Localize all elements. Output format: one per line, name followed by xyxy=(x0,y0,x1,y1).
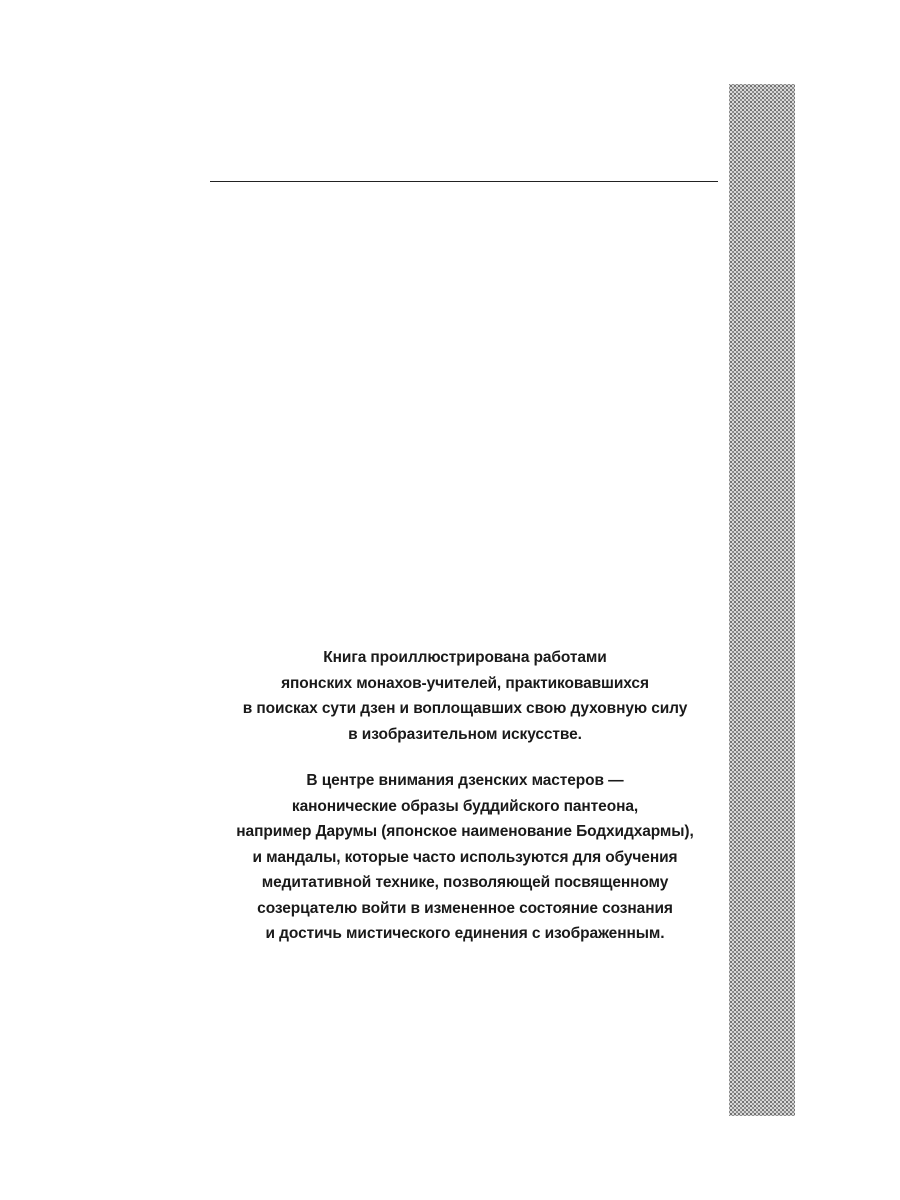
top-horizontal-rule xyxy=(210,181,718,182)
paragraph-line: японских монахов-учителей, практиковавшихся xyxy=(281,674,649,692)
paragraph-masters-focus xyxy=(200,768,730,947)
paragraph-line: Книга проиллюстрирована работами xyxy=(323,649,607,666)
paragraph-line: в поисках сути дзен и воплощавших свою духовную силу xyxy=(242,700,688,717)
paragraph-line: созерцателю войти в измененное состояние сознания xyxy=(257,899,673,917)
paragraph-line: например Дарумы (японское наименование Бодхидхармы), xyxy=(236,823,694,840)
paragraph-line: и достичь мистического единения с изображенным. xyxy=(265,925,665,942)
paragraph-line: канонические образы буддийского пантеона, xyxy=(291,797,639,815)
paragraph-line: В центре внимания дзенских мастеров — xyxy=(306,772,624,789)
paragraph-line: в изобразительном искусстве. xyxy=(348,725,582,743)
paragraph-illustrations xyxy=(200,645,730,747)
paragraph-line: и мандалы, которые часто используются для обучения xyxy=(252,848,678,866)
halftone-edge-strip xyxy=(729,84,795,1116)
paragraph-line: медитативной технике, позволяющей посвященному xyxy=(261,874,669,891)
